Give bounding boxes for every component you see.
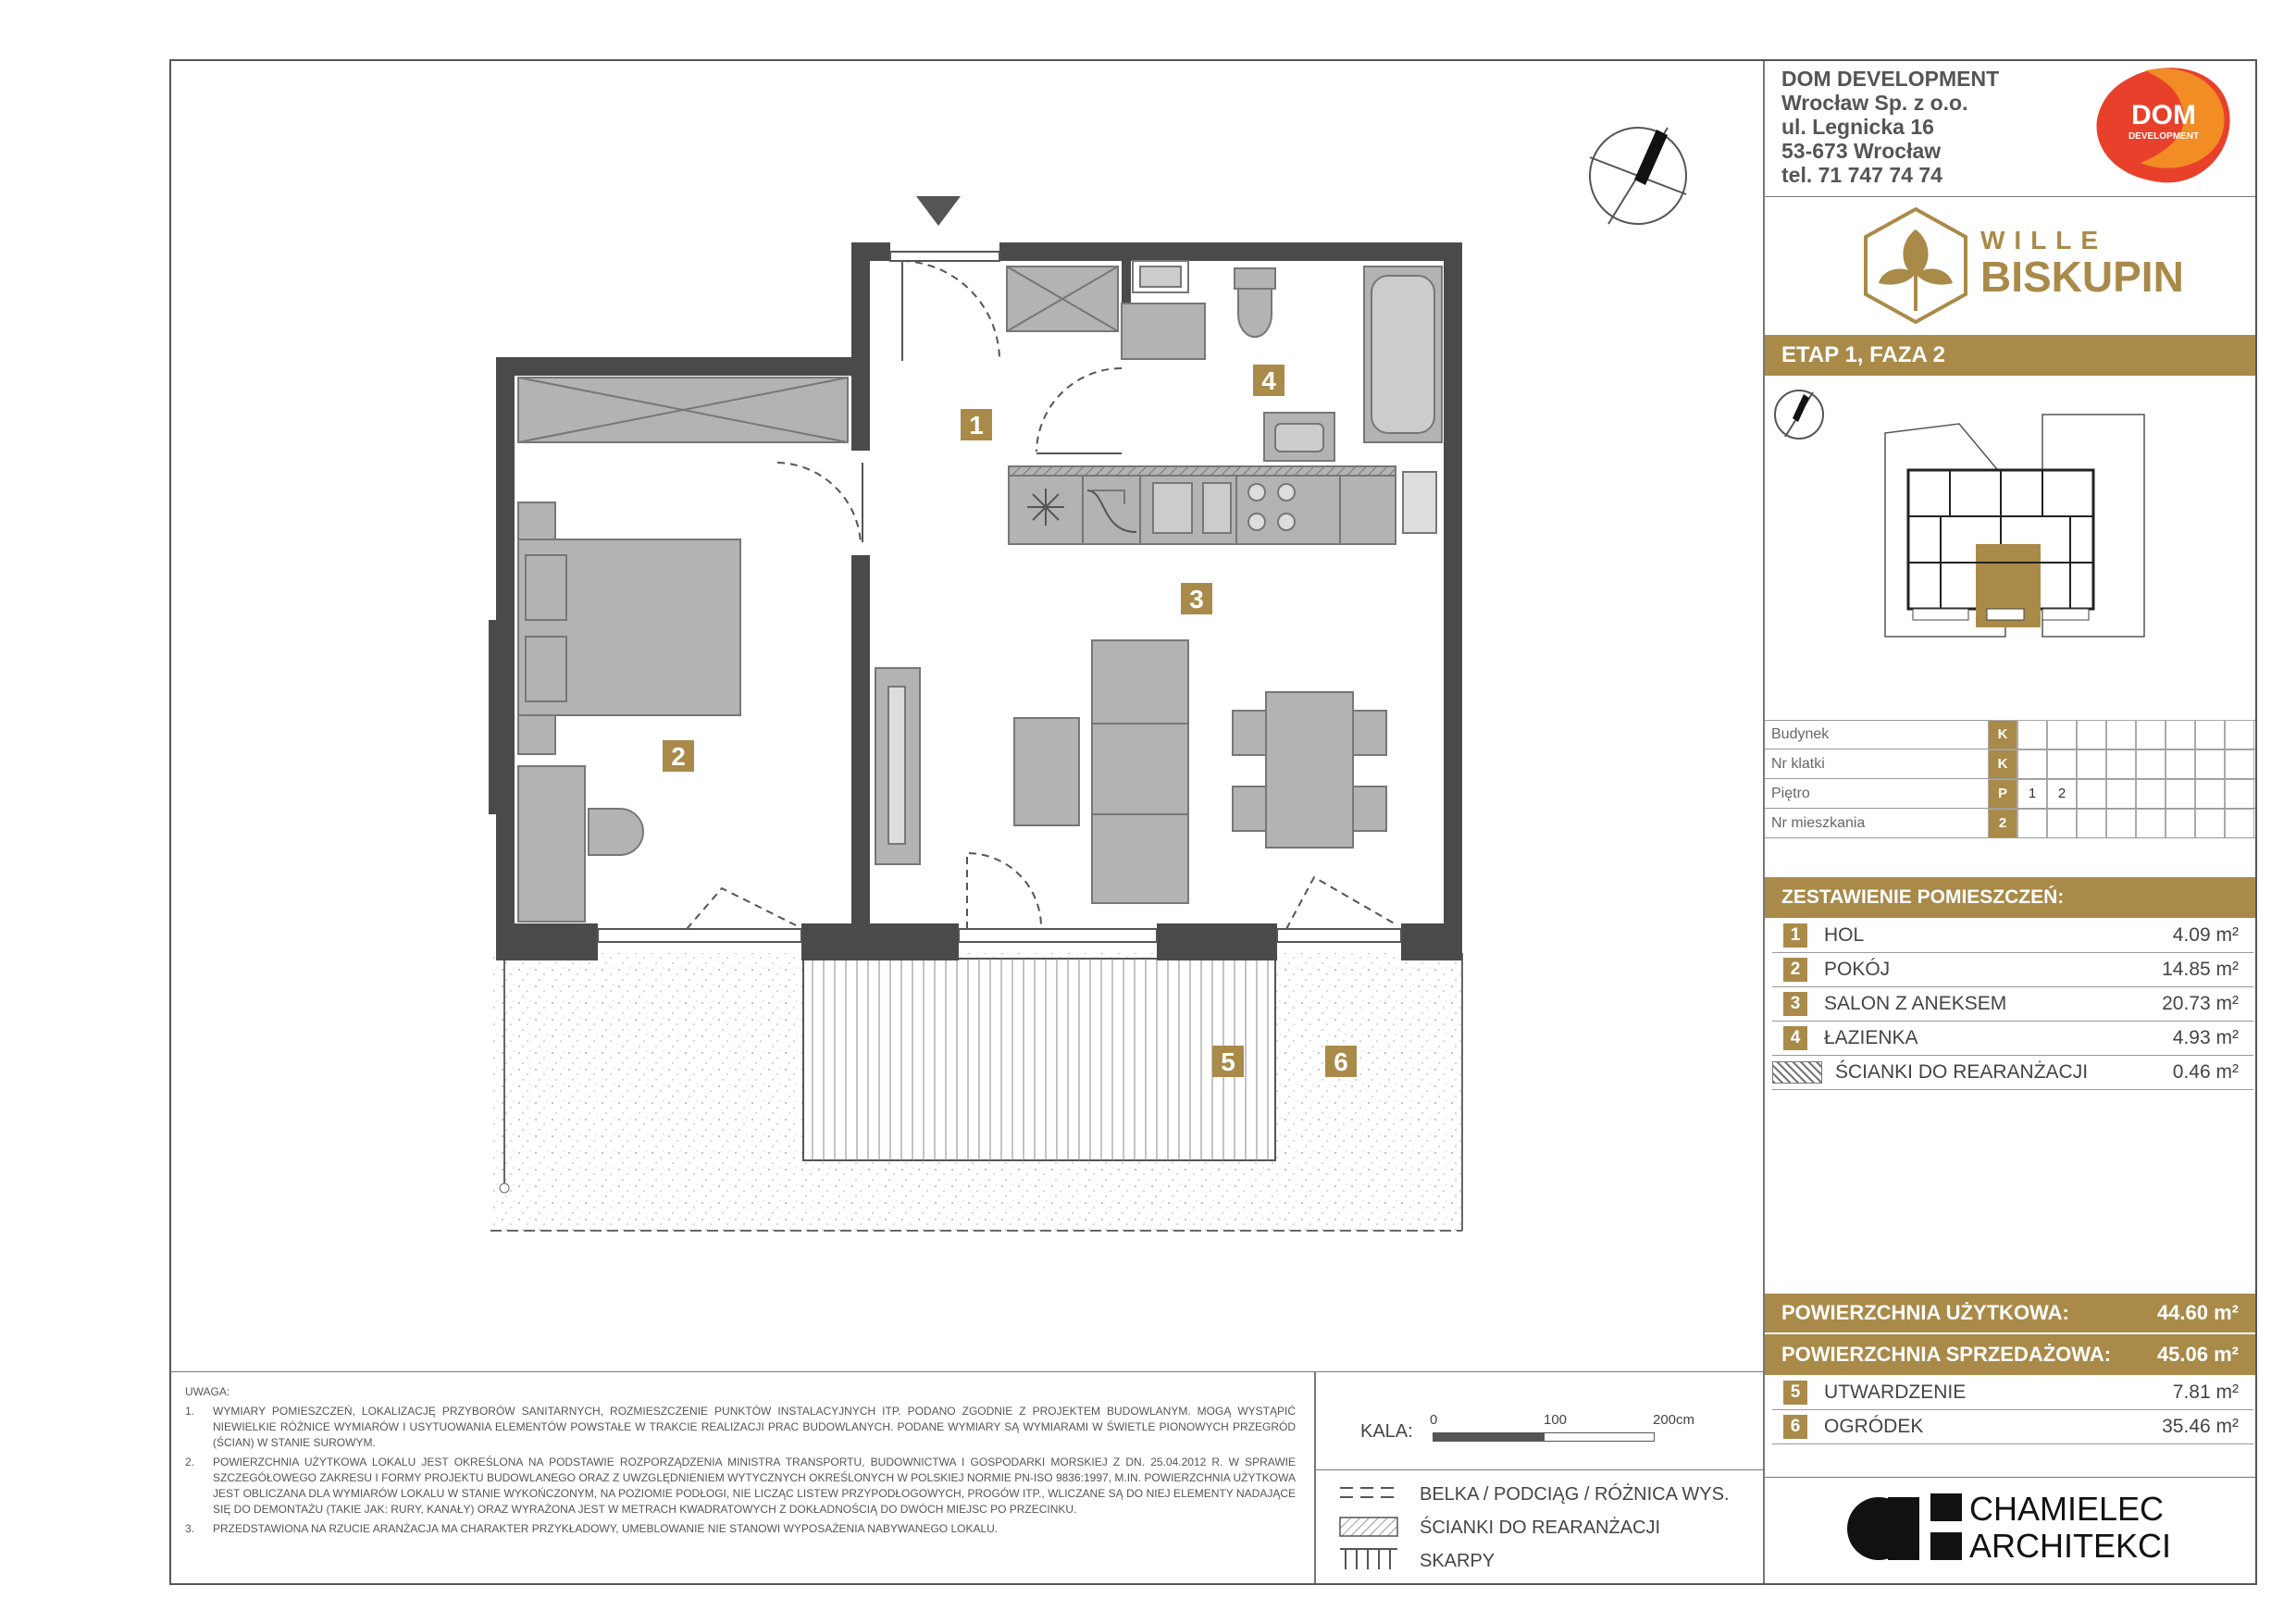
svg-text:2: 2 (671, 742, 686, 771)
info-cell (2166, 750, 2195, 779)
info-cell (2166, 779, 2195, 809)
info-cell (2225, 720, 2254, 750)
info-cell (2106, 720, 2136, 750)
info-cell (2077, 750, 2106, 779)
info-cell (2077, 809, 2106, 838)
legend-slopes: SKARPY (1420, 1551, 1496, 1571)
usable-area-label: POWIERZCHNIA UŻYTKOWA: (1781, 1301, 2069, 1324)
partition-row (1772, 1055, 2253, 1090)
info-label: Nr mieszkania (1771, 815, 1866, 831)
company-line: Wrocław Sp. z o.o. (1781, 91, 1968, 115)
sale-area-bar (1765, 1334, 2255, 1375)
rooms-number: 3 (1783, 992, 1807, 1016)
scale-label: KALA: (1360, 1421, 1413, 1442)
svg-text:DEVELOPMENT: DEVELOPMENT (2128, 131, 2200, 142)
info-cell (2136, 809, 2166, 838)
info-label: Piętro (1771, 786, 1810, 801)
svg-text:6: 6 (1334, 1047, 1348, 1076)
stage-header: ETAP 1, FAZA 2 (1765, 335, 2255, 376)
note-text: PRZEDSTAWIONA NA RZUCIE ARANŻACJA MA CHARAKTER PRZYKŁADOWY, UMEBLOWANIE NIE STANOWI WYPOSAŻENIA NABYWANEGO LOKALU. (213, 1522, 999, 1535)
info-cell: 1 (2017, 779, 2047, 809)
bathroom-fixtures (1007, 261, 1442, 461)
rooms-number: 4 (1783, 1026, 1807, 1050)
room-label-6 (1325, 1046, 1357, 1077)
architect-name-line2: ARCHITEKCI (1969, 1527, 2172, 1565)
rooms-name: ŁAZIENKA (1824, 1026, 1918, 1048)
info-cell (2077, 779, 2106, 809)
notes (185, 1384, 1296, 1541)
note-item (185, 1521, 1296, 1537)
svg-text:1: 1 (969, 411, 984, 440)
partition-area: 0.46 m² (2172, 1060, 2239, 1083)
legend-symbols (1333, 1481, 1407, 1573)
svg-text:4: 4 (1261, 366, 1276, 395)
architect-logo-square-icon (1930, 1493, 1962, 1521)
scale-tick-100: 100 (1544, 1412, 1568, 1428)
architect-logo-square-icon-2 (1930, 1532, 1962, 1560)
room-label-2 (663, 740, 694, 772)
rooms-row (1772, 918, 2253, 953)
rooms-area: 4.09 m² (2172, 923, 2239, 946)
partition-name: ŚCIANKI DO REARANŻACJI (1835, 1060, 2089, 1083)
bottom-divider (1314, 1371, 1316, 1583)
room-label-4 (1253, 365, 1285, 396)
svg-text:3: 3 (1189, 585, 1204, 613)
room-label-3 (1181, 583, 1212, 614)
info-cell (2106, 779, 2136, 809)
info-cell (2225, 779, 2254, 809)
info-cell (2106, 750, 2136, 779)
info-cell (2195, 809, 2225, 838)
usable-area-value: 44.60 m² (2156, 1301, 2239, 1324)
sale-area-label: POWIERZCHNIA SPRZEDAŻOWA: (1781, 1343, 2112, 1366)
company-phone: tel. 71 747 74 74 (1781, 163, 1942, 187)
project-name-line1: WILLE (1980, 226, 2108, 254)
sofa (1092, 640, 1188, 903)
note-text: WYMIARY POMIESZCZEŃ, LOKALIZACJĘ PRZYBORÓW SANITARNYCH, ROZMIESZCZENIE PUNKTÓW INSTALACYJNYCH ITP. PODANO ZGODNIE Z PROJEKTEM BUDOWLANYM. MOGĄ WYSTĄPIĆ NIEWIELKIE RÓŻNICE WYMIARÓW I USYTUOWANIA ELEMENTÓW POWSTAŁE W TRAKCIE REALIZACJI PRAC BUDOWLANYCH. PODANE WYMIARY SĄ WYMIARAMI W ŚWIETLE PIONOWYCH PRZEGRÓD (ŚCIAN) W STANIE SUROWYM. (213, 1405, 1296, 1449)
outdoor-number: 6 (1783, 1415, 1807, 1439)
outdoor-row (1772, 1409, 2253, 1444)
note-number: 2. (185, 1456, 195, 1468)
rooms-area: 4.93 m² (2172, 1026, 2239, 1048)
architect-name-line1: CHAMIELEC (1969, 1490, 2165, 1528)
project-name-line2: BISKUPIN (1980, 253, 2184, 301)
company-name: DOM DEVELOPMENT (1781, 67, 2000, 91)
info-cell: K (1988, 750, 2017, 779)
rooms-number: 2 (1783, 958, 1807, 982)
info-cell (2136, 720, 2166, 750)
rooms-area: 14.85 m² (2162, 958, 2239, 980)
info-cell: 2 (1988, 809, 2017, 838)
svg-text:DOM: DOM (2131, 100, 2196, 130)
architect-logo-icon (1847, 1493, 1930, 1564)
room-label-5 (1212, 1046, 1244, 1077)
note-text: POWIERZCHNIA UŻYTKOWA LOKALU JEST OKREŚLONA NA PODSTAWIE ROZPORZĄDZENIA MINISTRA TRANSPORTU, BUDOWNICTWA I GOSPODARKI MORSKIEJ Z DN. 25.04.2012 R. W SPRAWIE SZCZEGÓŁOWEGO ZAKRESU I FORMY PROJEKTU BUDOWLANEGO ORAZ Z UWZGLĘDNIENIEM WYTYCZNYCH OKREŚLONYCH W POLSKIEJ NORMIE PN-ISO 9836:1997, M.IN. POWIERZCHNIA UŻYTKOWA JEST OBLICZANA DLA WYMIARÓW LOKALU W STANIE WYKOŃCZONYM, NA POZIOMIE PODŁOGI, NIE LICZĄC LISTEW PRZYPODŁOGOWYCH, PROGÓW ITP., WLICZANE SĄ DO NIEJ ELEMENTY NADAJĄCE SIĘ DO DEMONTAŻU (TAKIE JAK: RURY, KANAŁY) ORAZ WYRAŻONA JEST W METRACH KWADRATOWYCH Z DOKŁADNOŚCIĄ DO DWÓCH MIEJSC PO PRZECINKU. (213, 1456, 1296, 1516)
info-cell: K (1988, 720, 2017, 750)
info-cell (2195, 779, 2225, 809)
company-info (1781, 67, 1999, 187)
dashed-line-icon (1340, 1488, 1397, 1497)
info-cell (2047, 809, 2077, 838)
info-label: Nr klatki (1771, 756, 1825, 772)
info-cell (2047, 720, 2077, 750)
outdoor-name: UTWARDZENIE (1824, 1381, 1967, 1403)
svg-text:5: 5 (1221, 1047, 1235, 1076)
usable-area-bar (1765, 1294, 2255, 1334)
info-cell (2017, 750, 2047, 779)
outdoor-area: 7.81 m² (2172, 1381, 2239, 1403)
legend-partitions: ŚCIANKI DO REARANŻACJI (1420, 1518, 1661, 1538)
info-cell (2017, 720, 2047, 750)
rooms-name: HOL (1824, 923, 1865, 946)
dom-development-logo (2090, 61, 2238, 191)
scale-tick-200: 200cm (1653, 1412, 1695, 1428)
info-cell (2225, 809, 2254, 838)
info-cell (2136, 779, 2166, 809)
info-cell (2047, 750, 2077, 779)
slope-legend-icon (1340, 1549, 1397, 1569)
info-cell (2077, 720, 2106, 750)
rooms-header: ZESTAWIENIE POMIESZCZEŃ: (1765, 877, 2255, 918)
scale-bar (1433, 1432, 1655, 1442)
info-cell (2017, 809, 2047, 838)
info-cell: P (1988, 779, 2017, 809)
info-cell (2166, 720, 2195, 750)
legend-beam: BELKA / PODCIĄG / RÓŻNICA WYS. (1420, 1484, 1730, 1505)
rooms-name: SALON Z ANEKSEM (1824, 992, 2007, 1014)
note-number: 1. (185, 1405, 195, 1418)
coffee-table (1014, 718, 1079, 825)
dining-table (1266, 692, 1353, 848)
note-item (185, 1404, 1296, 1451)
kitchenette (1009, 466, 1436, 544)
info-cell (2195, 750, 2225, 779)
info-cell (2106, 809, 2136, 838)
site-plan (1765, 378, 2255, 720)
outdoor-number: 5 (1783, 1381, 1807, 1405)
info-cell (2166, 809, 2195, 838)
info-cell: 2 (2047, 779, 2077, 809)
rooms-name: POKÓJ (1824, 958, 1891, 980)
info-label: Budynek (1771, 726, 1830, 742)
outdoor-area: 35.46 m² (2162, 1415, 2239, 1437)
entrance-marker-icon (916, 196, 961, 226)
info-cell (2225, 750, 2254, 779)
rooms-area: 20.73 m² (2162, 992, 2239, 1014)
outdoor-name: OGRÓDEK (1824, 1415, 1924, 1437)
sale-area-value: 45.06 m² (2156, 1343, 2239, 1366)
company-city: 53-673 Wrocław (1781, 139, 1942, 163)
compass-icon (1590, 128, 1686, 224)
note-number: 3. (185, 1522, 195, 1535)
rooms-row (1772, 986, 2253, 1022)
rooms-number: 1 (1783, 923, 1807, 948)
rooms-row (1772, 1021, 2253, 1056)
hatch-swatch-icon (1772, 1061, 1822, 1084)
hatch-legend-icon (1340, 1518, 1397, 1536)
rooms-row (1772, 952, 2253, 987)
terrace (803, 959, 1275, 1160)
info-cell (2195, 720, 2225, 750)
room-label-1 (961, 409, 992, 440)
company-street: ul. Legnicka 16 (1781, 115, 1934, 139)
oak-leaf-logo-icon (1851, 202, 1980, 331)
desk (518, 766, 585, 922)
outdoor-row (1772, 1375, 2253, 1410)
scale-tick-0: 0 (1430, 1412, 1438, 1428)
site-compass-icon (1775, 390, 1823, 439)
note-item (185, 1455, 1296, 1518)
info-cell (2136, 750, 2166, 779)
floor-plan (171, 61, 1763, 1264)
notes-title: UWAGA: (185, 1385, 230, 1398)
